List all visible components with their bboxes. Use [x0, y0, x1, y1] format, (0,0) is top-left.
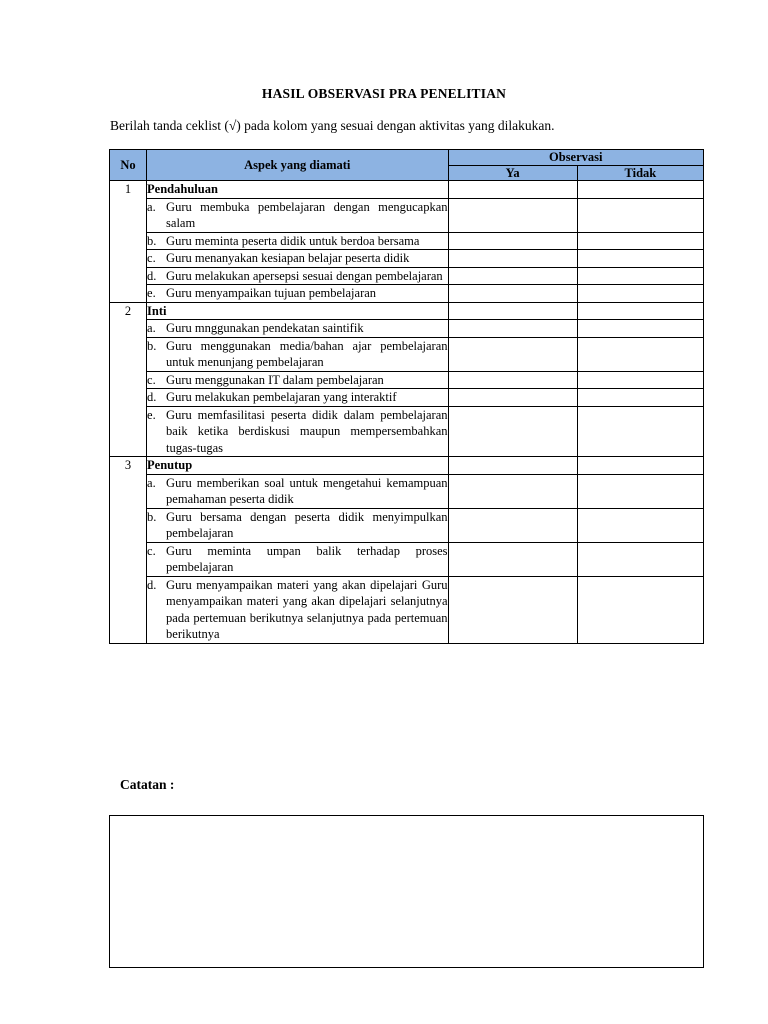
check-cell-ya[interactable]: [448, 267, 577, 285]
check-cell-tidak[interactable]: [577, 508, 703, 542]
header-tidak: Tidak: [577, 165, 703, 181]
check-cell-tidak[interactable]: [577, 302, 703, 320]
header-aspek: Aspek yang diamati: [147, 150, 448, 181]
section-title: Pendahuluan: [147, 181, 448, 199]
aspect-item-wrap: [147, 250, 447, 267]
aspect-item-wrap: [147, 320, 447, 337]
aspect-item: [147, 474, 448, 508]
aspect-item-wrap: [147, 509, 447, 542]
section-title: Penutup: [147, 457, 448, 475]
aspect-item-text: Guru meminta peserta didik untuk berdoa bersama: [166, 233, 420, 248]
check-cell-ya[interactable]: [448, 337, 577, 371]
aspect-item-text: Guru melakukan pembelajaran yang interaktif: [166, 390, 397, 404]
aspect-item-letter: a.: [147, 475, 156, 490]
table-row: [110, 508, 704, 542]
aspect-item-letter: e.: [147, 286, 156, 300]
check-cell-ya[interactable]: [448, 371, 577, 389]
aspect-item-letter: c.: [147, 251, 156, 265]
aspect-item-wrap: [147, 389, 447, 406]
header-ya: Ya: [448, 165, 577, 181]
header-no: No: [110, 150, 147, 181]
check-cell-ya[interactable]: [448, 576, 577, 643]
aspect-item: [147, 406, 448, 457]
aspect-item-wrap: [147, 338, 447, 371]
check-cell-tidak[interactable]: [577, 267, 703, 285]
header-row: [110, 150, 704, 166]
aspect-item-letter: a.: [147, 199, 156, 214]
table-row: [110, 250, 704, 268]
aspect-item-text: Guru meminta umpan balik terhadap proses pembelajaran: [166, 543, 448, 574]
section-row: [110, 302, 704, 320]
check-cell-tidak[interactable]: [577, 320, 703, 338]
aspect-item-text: Guru membuka pembelajaran dengan mengucapkan salam: [166, 199, 448, 230]
aspect-item-wrap: [147, 199, 447, 232]
aspect-item-text: Guru menyampaikan materi yang akan dipelajari Guru menyampaikan materi yang akan dipelajari selanjutnya pada pertemuan berikutnya selanjutnya pada pertemuan berikutnya: [166, 577, 448, 641]
check-cell-ya[interactable]: [448, 198, 577, 232]
aspect-item: [147, 508, 448, 542]
section-number: 2: [110, 302, 147, 457]
table-row: [110, 285, 704, 303]
check-cell-ya[interactable]: [448, 285, 577, 303]
check-cell-ya[interactable]: [448, 508, 577, 542]
check-cell-ya[interactable]: [448, 302, 577, 320]
aspect-item: [147, 389, 448, 407]
check-cell-ya[interactable]: [448, 232, 577, 250]
table-row: [110, 337, 704, 371]
check-cell-tidak[interactable]: [577, 406, 703, 457]
section-number: 3: [110, 457, 147, 644]
check-cell-tidak[interactable]: [577, 474, 703, 508]
aspect-item-letter: b.: [147, 233, 157, 248]
aspect-item-letter: e.: [147, 407, 156, 422]
check-cell-ya[interactable]: [448, 181, 577, 199]
aspect-item: [147, 285, 448, 303]
check-cell-ya[interactable]: [448, 406, 577, 457]
check-cell-tidak[interactable]: [577, 232, 703, 250]
aspect-item-letter: c.: [147, 543, 156, 558]
instruction-text: Berilah tanda ceklist (√) pada kolom yang sesuai dengan aktivitas yang dilakukan.: [110, 118, 555, 133]
aspect-item-text: Guru menggunakan IT dalam pembelajaran: [166, 372, 384, 387]
check-cell-tidak[interactable]: [577, 250, 703, 268]
table-row: [110, 267, 704, 285]
check-cell-ya[interactable]: [448, 250, 577, 268]
aspect-item-letter: b.: [147, 338, 157, 353]
table-row: [110, 371, 704, 389]
check-cell-tidak[interactable]: [577, 371, 703, 389]
section-number: 1: [110, 181, 147, 303]
aspect-item-letter: d.: [147, 390, 157, 404]
table-row: [110, 320, 704, 338]
aspect-item-text: Guru memberikan soal untuk mengetahui kemampuan pemahaman peserta didik: [166, 475, 448, 506]
aspect-item: [147, 542, 448, 576]
aspect-item: [147, 576, 448, 643]
aspect-item-wrap: [147, 372, 447, 389]
notes-label: Catatan :: [120, 777, 175, 792]
table-row: [110, 389, 704, 407]
aspect-item-letter: b.: [147, 509, 157, 524]
aspect-item: [147, 250, 448, 268]
aspect-item-letter: a.: [147, 321, 156, 335]
aspect-item: [147, 371, 448, 389]
section-title: Inti: [147, 302, 448, 320]
table-row: [110, 576, 704, 643]
aspect-item-text: Guru menggunakan media/bahan ajar pembelajaran untuk menunjang pembelajaran: [166, 338, 448, 369]
table-row: [110, 198, 704, 232]
aspect-item-letter: d.: [147, 268, 157, 283]
aspect-item-text: Guru menanyakan kesiapan belajar peserta didik: [166, 251, 410, 265]
check-cell-ya[interactable]: [448, 389, 577, 407]
aspect-item: [147, 232, 448, 250]
section-row: [110, 457, 704, 475]
aspect-item-wrap: [147, 233, 447, 250]
aspect-item-text: Guru memfasilitasi peserta didik dalam pembelajaran baik ketika berdiskusi maupun mempersembahkan tugas-tugas: [166, 407, 448, 455]
check-cell-tidak[interactable]: [577, 576, 703, 643]
check-cell-ya[interactable]: [448, 457, 577, 475]
notes-box[interactable]: [109, 815, 704, 968]
aspect-item-wrap: [147, 577, 447, 643]
aspect-item-text: Guru bersama dengan peserta didik menyimpulkan pembelajaran: [166, 509, 448, 540]
check-cell-tidak[interactable]: [577, 542, 703, 576]
aspect-item-letter: c.: [147, 372, 156, 387]
page-title: HASIL OBSERVASI PRA PENELITIAN: [261, 86, 507, 101]
aspect-item: [147, 267, 448, 285]
check-cell-tidak[interactable]: [577, 285, 703, 303]
aspect-item-text: Guru melakukan apersepsi sesuai dengan pembelajaran: [166, 268, 443, 283]
table-row: [110, 406, 704, 457]
section-row: [110, 181, 704, 199]
aspect-item: [147, 337, 448, 371]
table-row: [110, 232, 704, 250]
table-row: [110, 542, 704, 576]
aspect-item: [147, 198, 448, 232]
table-row: [110, 474, 704, 508]
aspect-item-text: Guru menyampaikan tujuan pembelajaran: [166, 286, 377, 300]
aspect-item-wrap: [147, 475, 447, 508]
check-cell-ya[interactable]: [448, 474, 577, 508]
check-cell-tidak[interactable]: [577, 337, 703, 371]
check-cell-ya[interactable]: [448, 542, 577, 576]
aspect-item-text: Guru mnggunakan pendekatan saintifik: [166, 321, 364, 335]
aspect-item-wrap: [147, 285, 447, 302]
check-cell-tidak[interactable]: [577, 457, 703, 475]
check-cell-tidak[interactable]: [577, 181, 703, 199]
aspect-item-wrap: [147, 407, 447, 457]
aspect-item-wrap: [147, 268, 447, 285]
header-observasi: Observasi: [448, 150, 703, 166]
table-body: [110, 181, 704, 644]
aspect-item-letter: d.: [147, 577, 157, 592]
aspect-item: [147, 320, 448, 338]
check-cell-tidak[interactable]: [577, 389, 703, 407]
observation-table: [109, 149, 704, 644]
check-cell-ya[interactable]: [448, 320, 577, 338]
check-cell-tidak[interactable]: [577, 198, 703, 232]
aspect-item-wrap: [147, 543, 447, 576]
